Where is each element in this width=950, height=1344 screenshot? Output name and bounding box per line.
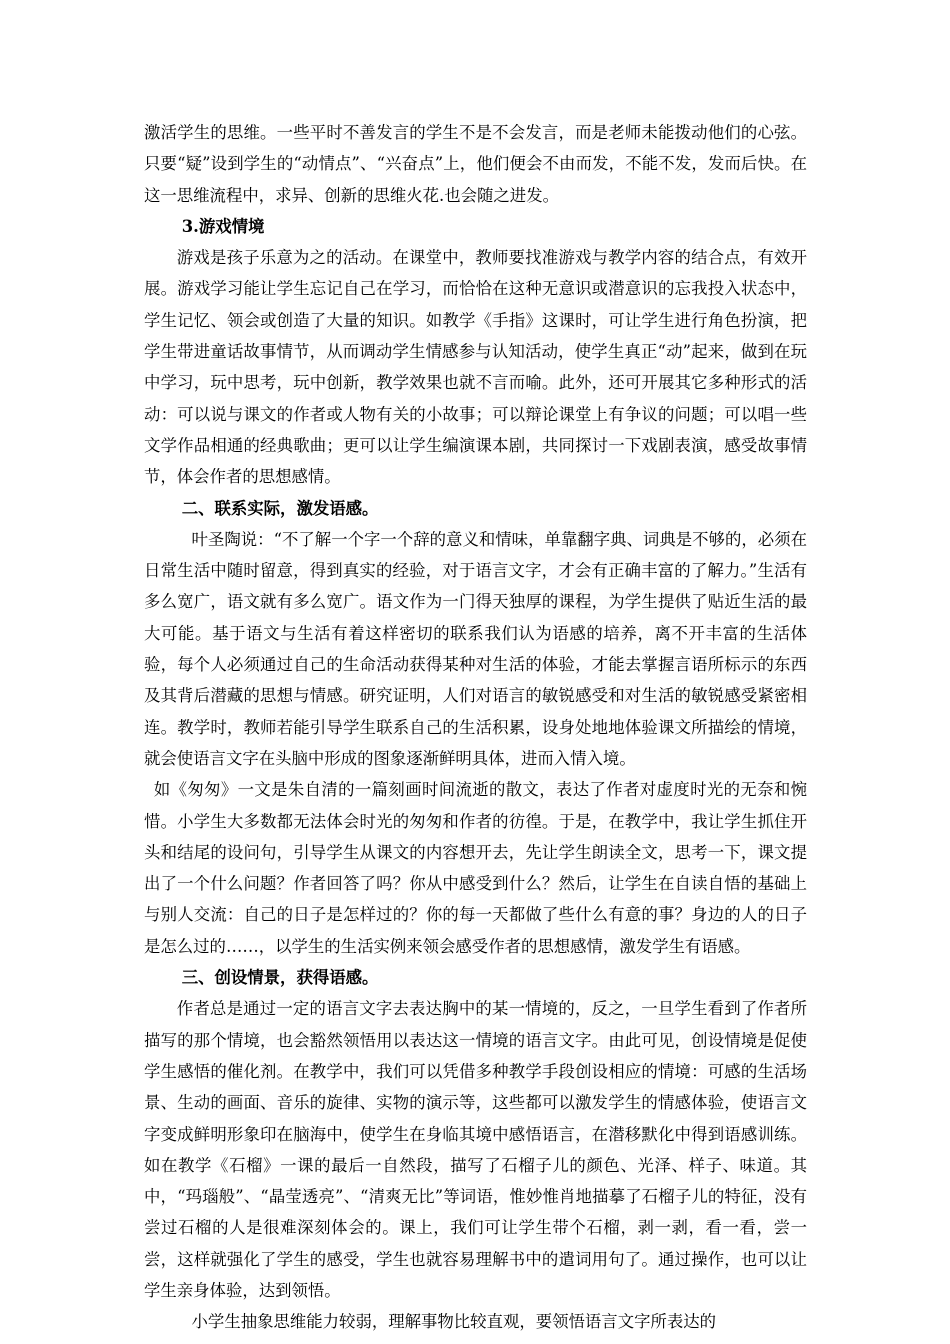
section-heading-3: 三、创设情景，获得语感。	[181, 968, 379, 988]
paragraph-continued: 激活学生的思维。一些平时不善发言的学生不是不会发言，而是老师未能拨动他们的心弦。只要“疑”设到学生的“动情点”、“兴奋点”上，他们便会不由而发，不能不发，发而后快。在这一思维流程中，求异、创新的思维火花.也会随之进发。	[144, 123, 807, 205]
paragraph-ye-shengtao-quote: 叶圣陶说：“不了解一个字一个辞的意义和情味，单靠翻字典、词典是不够的，必须在日常生活中随时留意，得到真实的经验，对于语言文字，才会有正确丰富的了解力。”生活有多么宽广，语文就有多么宽广。语文作为一门得天独厚的课程，为学生提供了贴近生活的最大可能。基于语文与生活有着这样密切的联系我们认为语感的培养，离不开丰富的生活体验，每个人必须通过自己的生命活动获得某种对生活的体验，才能去掌握言语所标示的东西及其背后潜藏的思想与情感。研究证明，人们对语言的敏锐感受和对生活的敏锐感受紧密相连。教学时，教师若能引导学生联系自己的生活积累，设身处地地体验课文所描绘的情境，就会使语言文字在头脑中形成的图象逐渐鲜明具体，进而入情入境。	[144, 529, 807, 768]
paragraph-congcong-example: 如《匆匆》一文是朱自清的一篇刻画时间流逝的散文，表达了作者对虚度时光的无奈和惋惜。小学生大多数都无法体会时光的匆匆和作者的彷徨。于是，在教学中，我让学生抓住开头和结尾的设问句，引导学生从课文的内容想开去，先让学生朗读全文，思考一下，课文提出了一个什么问题？作者回答了吗？你从中感受到什么？然后，让学生在自读自悟的基础上与别人交流：自己的日子是怎样过的？你的每一天都做了些什么有意的事？身边的人的日子是怎么过的……，以学生的生活实例来领会感受作者的思想感情，激发学生有语感。	[144, 780, 807, 956]
section-heading-2: 二、联系实际，激发语感。	[181, 498, 379, 518]
paragraph-abstract-thinking: 小学生抽象思维能力较弱，理解事物比较直观，要领悟语言文字所表达的	[191, 1312, 717, 1332]
paragraph-create-scenario: 作者总是通过一定的语言文字去表达胸中的某一情境的，反之，一旦学生看到了作者所描写的那个情境，也会豁然领悟用以表达这一情境的语言文字。由此可见，创设情境是促使学生感悟的催化剂。在教学中，我们可以凭借多种教学手段创设相应的情境：可感的生活场景、生动的画面、音乐的旋律、实物的演示等，这些都可以激发学生的情感体验，使语言文字变成鲜明形象印在脑海中，使学生在身临其境中感悟语言，在潜移默化中得到语感训练。如在教学《石榴》一课的最后一自然段，描写了石榴子儿的颜色、光泽、样子、味道。其中，“玛瑙般”、“晶莹透亮”、“清爽无比”等词语，惟妙惟肖地描摹了石榴子儿的特征，没有尝过石榴的人是很难深刻体会的。课上，我们可让学生带个石榴，剥一剥，看一看，尝一尝，这样就强化了学生的感受，学生也就容易理解书中的遣词用句了。通过操作，也可以让学生亲身体验，达到领悟。	[144, 999, 807, 1300]
paragraph-game-scenario: 游戏是孩子乐意为之的活动。在课堂中，教师要找准游戏与教学内容的结合点，有效开展。游戏学习能让学生忘记自己在学习，而恰恰在这种无意识或潜意识的忘我投入状态中，学生记忆、领会或创造了大量的知识。如教学《手指》这课时，可让学生进行角色扮演，把学生带进童话故事情节，从而调动学生情感参与认知活动，使学生真正“动”起来，做到在玩中学习，玩中思考，玩中创新，教学效果也就不言而喻。此外，还可开展其它多种形式的活动：可以说与课文的作者或人物有关的小故事；可以辩论课堂上有争议的问题；可以唱一些文学作品相通的经典歌曲；更可以让学生编演课本剧，共同探讨一下戏剧表演，感受故事情节，体会作者的思想感情。	[144, 248, 807, 487]
subheading-game-scenario: 3.游戏情境	[181, 216, 265, 236]
